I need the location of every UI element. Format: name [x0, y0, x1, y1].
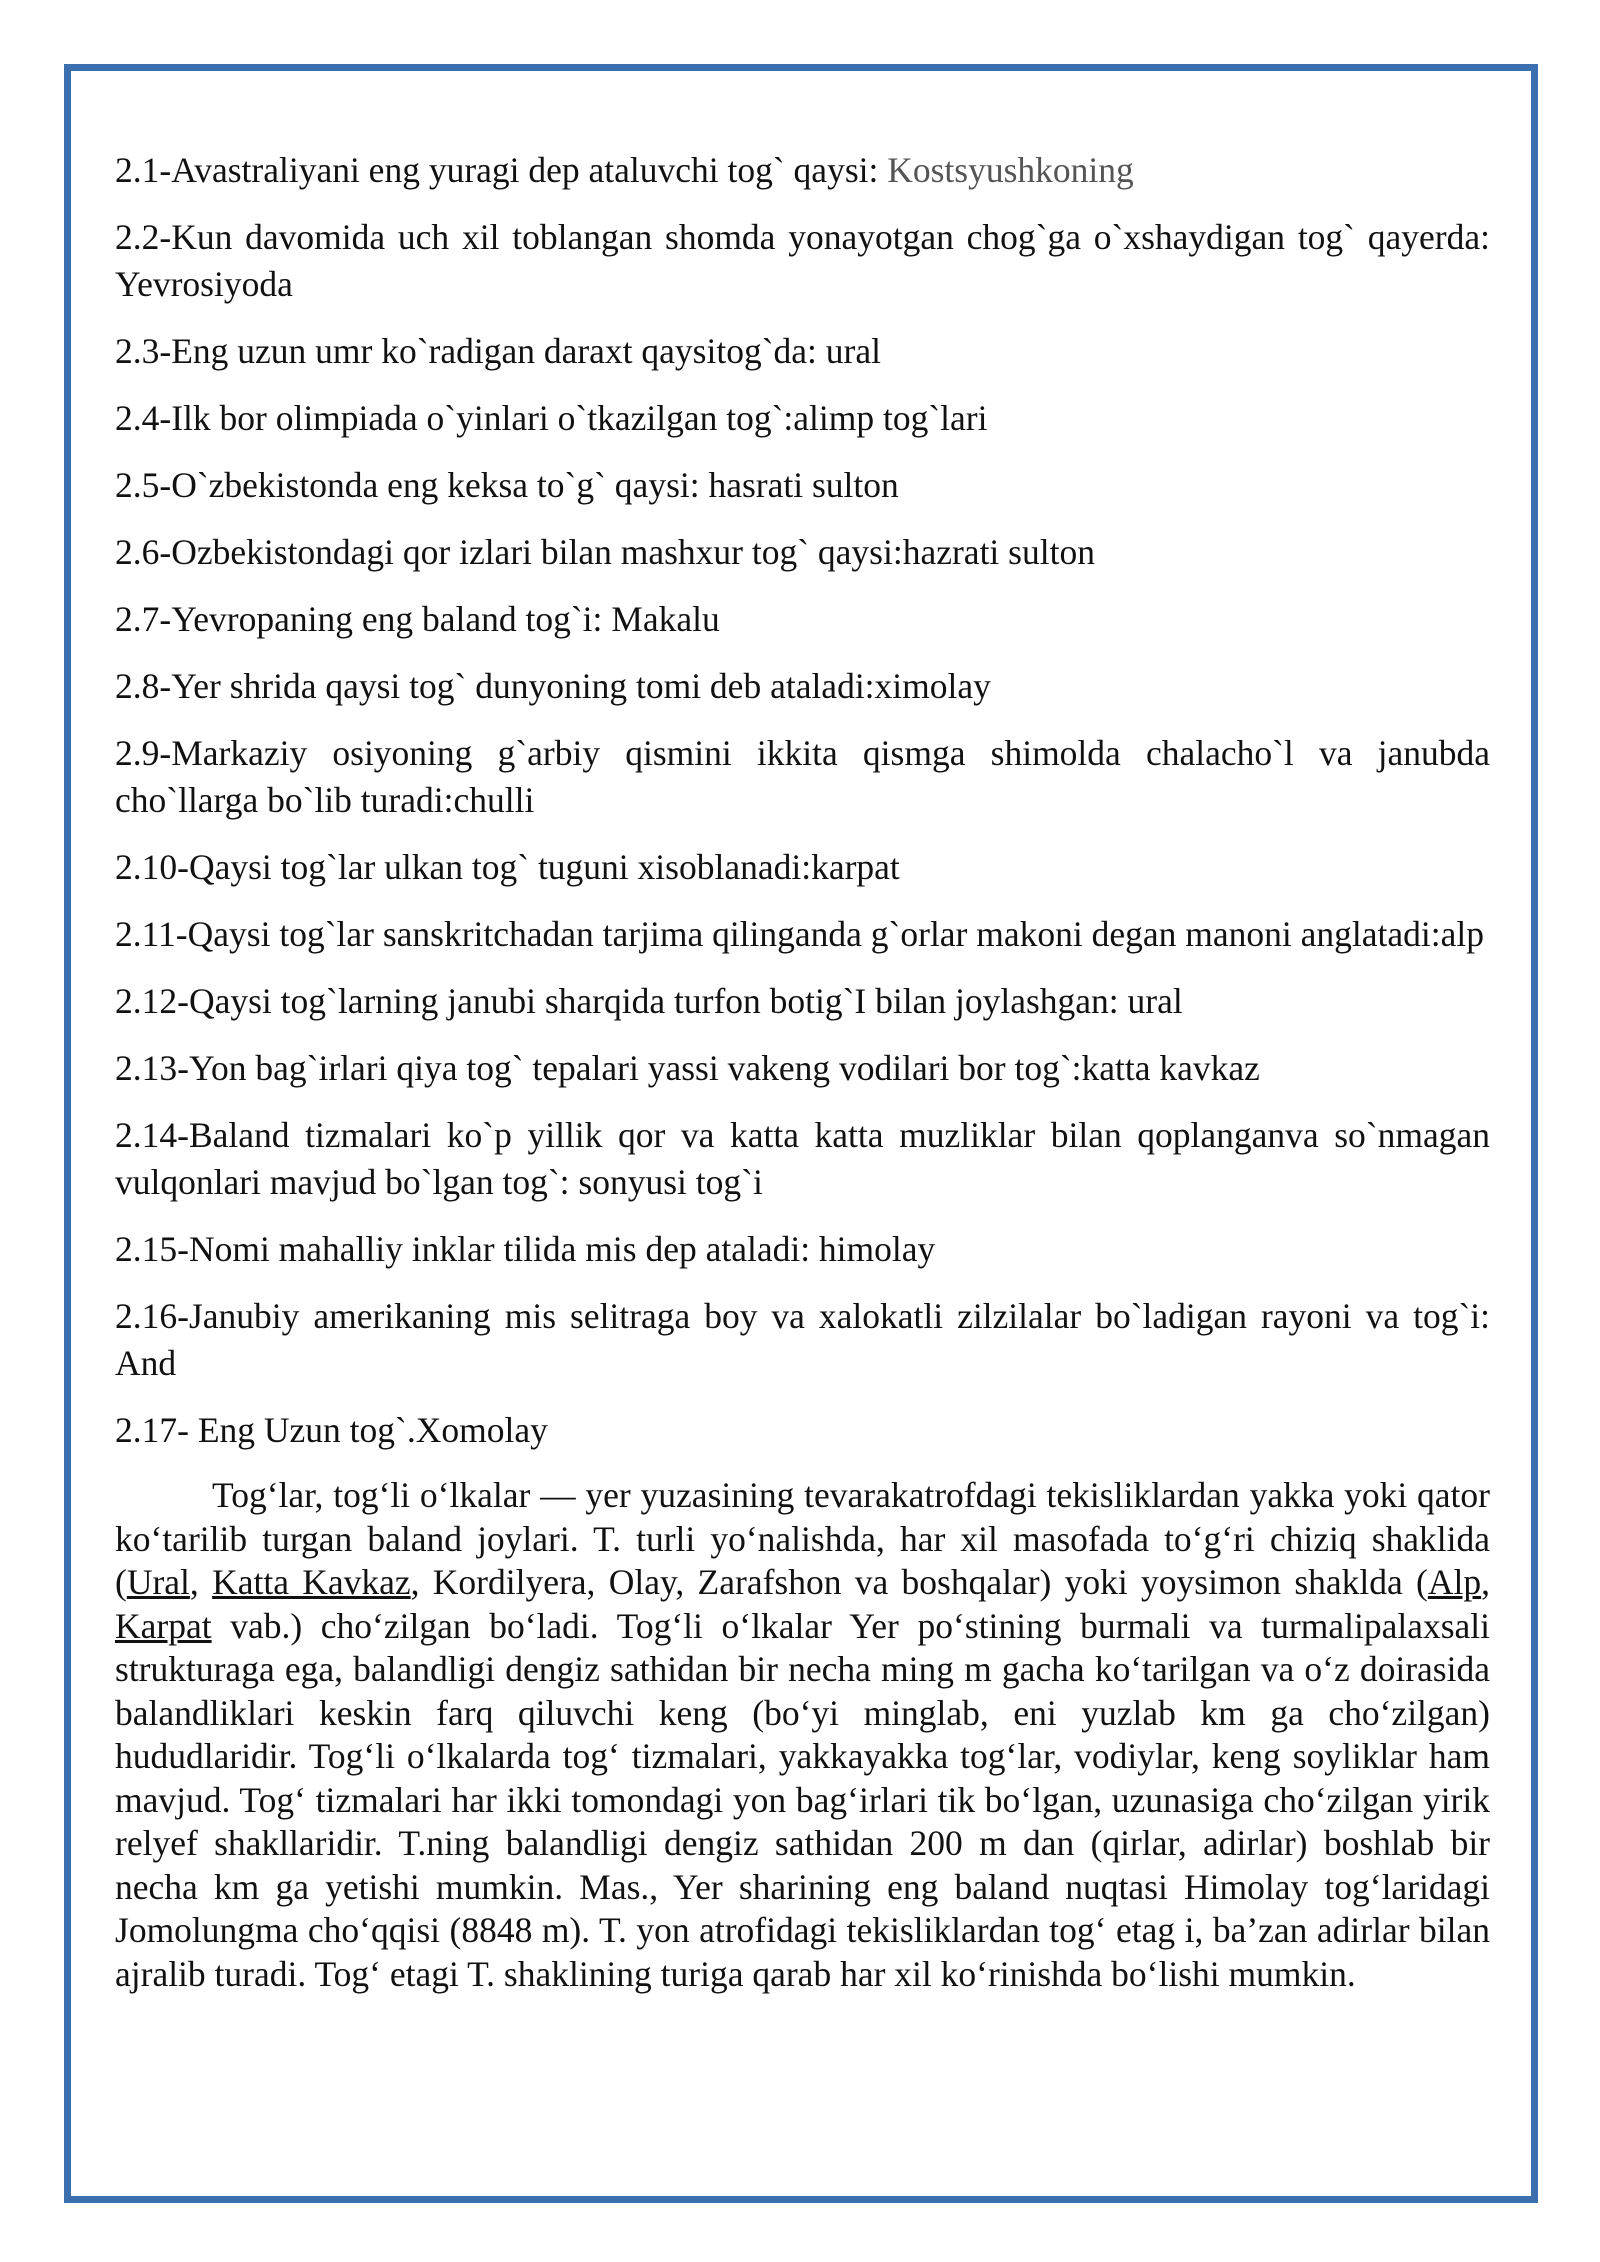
answer-text: Kostsyushkoning — [887, 150, 1134, 190]
question-item: 2.13-Yon bag`irlari qiya tog` tepalari yassi vakeng vodilari bor tog`:katta kavkaz — [115, 1048, 1260, 1088]
question-item: 2.4-Ilk bor olimpiada o`yinlari o`tkazilgan tog`:alimp tog`lari — [115, 398, 988, 438]
question-item: 2.17- Eng Uzun tog`.Xomolay — [115, 1410, 548, 1450]
body-paragraph — [115, 1474, 1490, 1996]
paragraph-text: Tog‘lar, tog‘li o‘lkalar — yer yuzasining tevarakatrofdagi tekisliklardan yakka yoki qator ko‘tarilib turgan baland joylari. T. turli yo‘nalishda, har xil masofada to‘g‘ri chiziq shaklida ( — [115, 1475, 1490, 1602]
link-karpat[interactable]: Karpat — [115, 1605, 212, 1646]
question-item: 2.3-Eng uzun umr ko`radigan daraxt qaysitog`da: ural — [115, 331, 881, 371]
question-item: 2.11-Qaysi tog`lar sanskritchadan tarjima qilinganda g`orlar makoni degan manoni anglatadi:alp — [115, 914, 1484, 954]
question-item: 2.9-Markaziy osiyoning g`arbiy qismini ikkita qismga shimolda chalacho`l va janubda cho`llarga bo`lib turadi:chulli — [115, 733, 1490, 820]
link-katta-kavkaz[interactable]: Katta Kavkaz — [212, 1562, 411, 1602]
question-item: 2.5-O`zbekistonda eng keksa to`g` qaysi: hasrati sulton — [115, 465, 899, 505]
link-ural[interactable]: Ural — [126, 1562, 190, 1602]
paragraph-text: vab.) cho‘zilgan bo‘ladi. Tog‘li o‘lkalar Yer po‘stining burmali va turmalipalaxsali strukturaga ega, balandligi dengiz sathidan bir necha ming m gacha ko‘tarilgan va o‘z doirasida balandliklari keskin farq qiluvchi keng (bo‘yi minglab, eni yuzlab km ga cho‘zilgan) hududlaridir. Tog‘li o‘lkalarda tog‘ tizmalari, yakkayakka tog‘lar, vodiylar, keng soyliklar ham mavjud. Tog‘ tizmalari har ikki tomondagi yon bag‘irlari tik bo‘lgan, uzunasiga cho‘zilgan yirik relyef shakllaridir. T.ning balandligi dengiz sathidan 200 m dan (qirlar, adirlar) boshlab bir necha km ga yetishi mumkin. Mas., Yer sharining eng baland nuqtasi Himolay tog‘laridagi Jomolungma cho‘qqisi (8848 m). T. yon atrofidagi tekisliklardan tog‘ etag i, ba’zan adirlar bilan ajralib turadi. Tog‘ etagi T. shaklining turiga qarab har xil ko‘rinishda bo‘lishi mumkin. — [115, 1605, 1490, 1994]
question-item: 2.10-Qaysi tog`lar ulkan tog` tuguni xisoblanadi:karpat — [115, 847, 900, 887]
question-item — [115, 147, 1490, 194]
question-item: 2.6-Ozbekistondagi qor izlari bilan mashxur tog` qaysi:hazrati sulton — [115, 532, 1095, 572]
question-item: 2.8-Yer shrida qaysi tog` dunyoning tomi deb ataladi:ximolay — [115, 666, 991, 706]
paragraph-text: , Kordilyera, Olay, Zarafshon va boshqalar) yoki yoysimon shaklda ( — [410, 1562, 1428, 1602]
question-item: 2.16-Janubiy amerikaning mis selitraga boy va xalokatli zilzilalar bo`ladigan rayoni va tog`i: And — [115, 1296, 1490, 1383]
document-body — [115, 147, 1490, 1996]
question-item: 2.14-Baland tizmalari ko`p yillik qor va katta katta muzliklar bilan qoplanganva so`nmagan vulqonlari mavjud bo`lgan tog`: sonyusi tog`i — [115, 1115, 1490, 1202]
separator-text: , — [189, 1562, 213, 1602]
separator-text: , — [1481, 1562, 1490, 1602]
question-item: 2.12-Qaysi tog`larning janubi sharqida turfon botig`I bilan joylashgan: ural — [115, 981, 1183, 1021]
question-text: 2.1-Avastraliyani eng yuragi dep ataluvchi tog` qaysi: — [115, 150, 888, 190]
question-item: 2.2-Kun davomida uch xil toblangan shomda yonayotgan chog`ga o`xshaydigan tog` qayerda: Yevrosiyoda — [115, 217, 1490, 304]
question-item: 2.7-Yevropaning eng baland tog`i: Makalu — [115, 599, 720, 639]
question-item: 2.15-Nomi mahalliy inklar tilida mis dep ataladi: himolay — [115, 1229, 936, 1269]
link-alp[interactable]: Alp — [1427, 1562, 1482, 1602]
